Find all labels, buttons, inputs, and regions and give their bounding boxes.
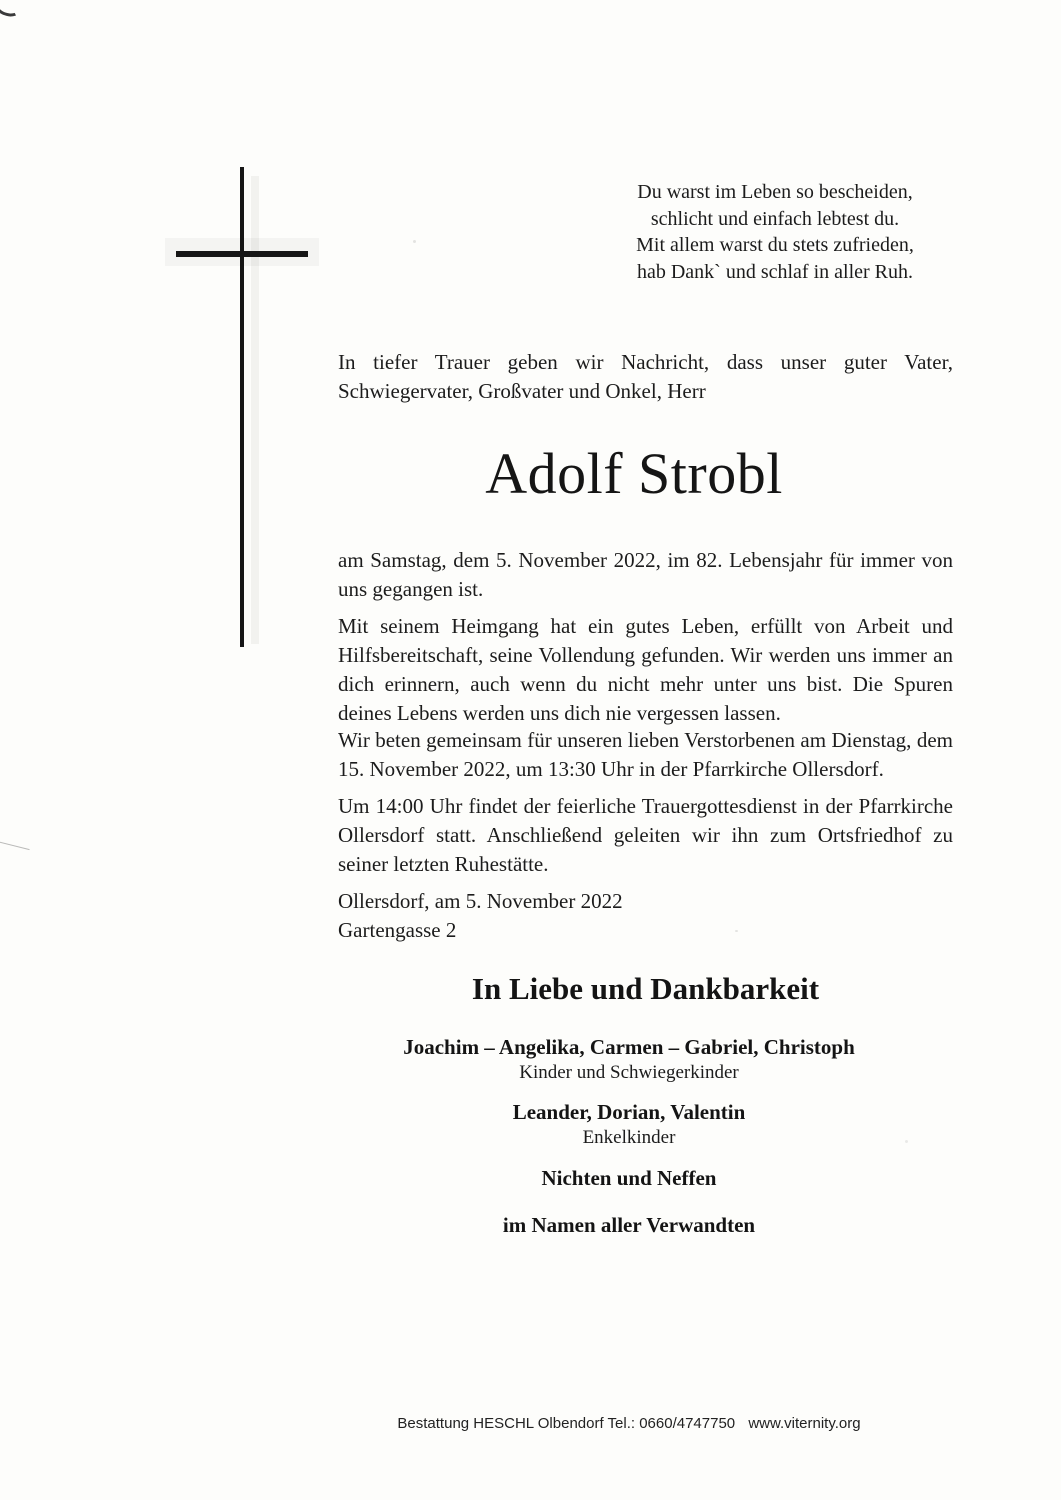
verse-line: Du warst im Leben so bescheiden, — [637, 181, 913, 203]
deceased-name: Adolf Strobl — [485, 441, 783, 506]
mourner-names: Nichten und Neffen — [541, 1166, 717, 1190]
address-line: Gartengasse 2 — [338, 917, 457, 942]
mourner-relation: Kinder und Schwiegerkinder — [519, 1062, 739, 1083]
scan-artifact-corner — [0, 0, 24, 20]
prayer-paragraph: Wir beten gemeinsam für unseren lieben Verstorbenen am Dienstag, dem 15. November 2022, um 13:30 Uhr in der Pfarrkirche Ollersdorf. — [338, 728, 953, 781]
closing-heading: In Liebe und Dankbarkeit — [471, 971, 820, 1006]
place-and-date — [338, 887, 953, 944]
mourners-group-children — [338, 1034, 920, 1086]
place-date-line: Ollersdorf, am 5. November 2022 — [338, 889, 623, 913]
memorial-verse — [600, 179, 950, 285]
service-paragraph: Um 14:00 Uhr findet der feierliche Trauergottesdienst in der Pfarrkirche Ollersdorf statt. Anschließend geleiten wir ihn zum Ortsfriedhof zu seiner letzten Ruhestätte. — [338, 794, 953, 876]
mourners-group-relatives — [338, 1212, 920, 1238]
funeral-home-contact: Bestattung HESCHL Olbendorf Tel.: 0660/4747750 — [397, 1415, 736, 1432]
scan-speck — [413, 240, 416, 243]
website-url: www.viternity.org — [748, 1415, 861, 1432]
death-date-paragraph: am Samstag, dem 5. November 2022, im 82. Lebensjahr für immer von uns gegangen ist. — [338, 548, 953, 601]
verse-line: schlicht und einfach lebtest du. — [650, 207, 900, 230]
funeral-home-footer — [338, 1414, 920, 1434]
cross-vertical-bar — [240, 167, 244, 647]
mourner-names: Leander, Dorian, Valentin — [512, 1100, 746, 1124]
cross-horizontal-bar — [176, 251, 308, 257]
remembrance-paragraph: Mit seinem Heimgang hat ein gutes Leben, erfüllt von Arbeit und Hilfsbereitschaft, seine Vollendung gefunden. Wir werden uns immer an dich erinnern, auch wenn du nicht mehr unter uns bist. Die Spuren deines Lebens werden uns dich nie vergessen lassen. — [338, 614, 953, 725]
scan-artifact-edge — [0, 841, 30, 850]
mourner-names: im Namen aller Verwandten — [502, 1213, 756, 1237]
verse-line: Mit allem warst du stets zufrieden, — [636, 234, 914, 256]
verse-line: hab Dank` und schlaf in aller Ruh. — [636, 260, 914, 283]
mourner-relation: Enkelkinder — [582, 1127, 676, 1148]
announcement-intro: In tiefer Trauer geben wir Nachricht, dass unser guter Vater, Schwiegervater, Großvater und Onkel, Herr — [338, 350, 953, 403]
mourners-group-nieces-nephews — [338, 1165, 920, 1191]
mourners-group-grandchildren — [338, 1099, 920, 1151]
mourner-names: Joachim – Angelika, Carmen – Gabriel, Christoph — [403, 1035, 855, 1059]
